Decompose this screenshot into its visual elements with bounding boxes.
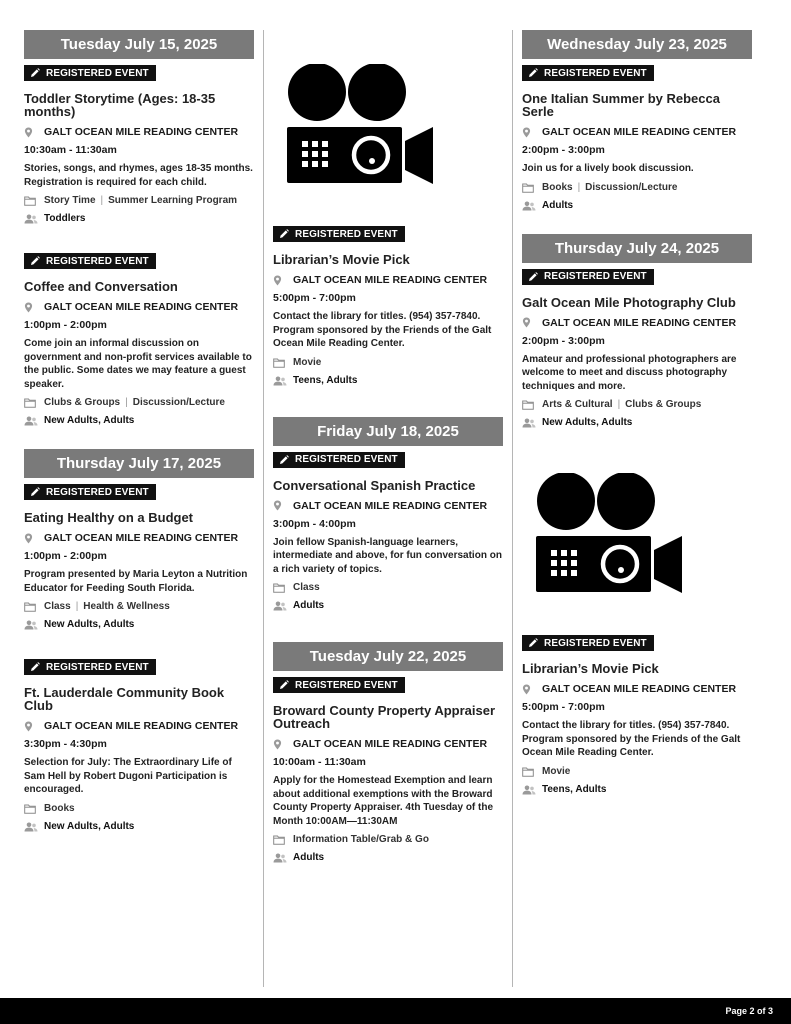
event-time: 3:30pm - 4:30pm xyxy=(24,738,107,750)
pencil-icon xyxy=(528,638,538,648)
event-location: GALT OCEAN MILE READING CENTER xyxy=(293,738,488,750)
event-location: GALT OCEAN MILE READING CENTER xyxy=(542,316,737,329)
event-title[interactable]: Broward County Property Appraiser Outreach xyxy=(273,703,496,731)
folder-icon xyxy=(24,602,36,612)
folder-icon xyxy=(273,358,285,368)
location-pin-icon xyxy=(273,739,282,750)
event-audience: Teens, Adults xyxy=(542,783,607,795)
pencil-icon xyxy=(279,229,289,239)
event-category: Movie xyxy=(542,765,571,777)
column-3 xyxy=(522,30,752,818)
event-time: 1:00pm - 2:00pm xyxy=(24,319,107,331)
event-category: Summer Learning Program xyxy=(108,195,238,206)
registered-event-badge xyxy=(24,253,156,269)
event-audience: Teens, Adults xyxy=(293,374,358,386)
event-description: Selection for July: The Extraordinary Life of Sam Hell by Robert Dugoni Participation is encouraged. xyxy=(24,757,232,795)
day-header: Thursday July 24, 2025 xyxy=(522,234,752,263)
event-category: Discussion/Lecture xyxy=(585,181,678,193)
registered-event-badge xyxy=(273,226,405,242)
event-category: Information Table/Grab & Go xyxy=(293,834,429,845)
badge-label: REGISTERED EVENT xyxy=(295,228,398,240)
event-title[interactable]: Eating Healthy on a Budget xyxy=(24,510,194,525)
location-pin-icon xyxy=(522,127,531,138)
folder-icon xyxy=(24,398,36,408)
registered-event-badge xyxy=(522,635,654,651)
day-header: Wednesday July 23, 2025 xyxy=(522,30,752,59)
event-title[interactable]: Coffee and Conversation xyxy=(24,279,178,294)
location-pin-icon xyxy=(24,127,33,138)
film-camera-icon xyxy=(285,64,435,194)
users-icon xyxy=(522,201,536,211)
event-photography-club: REGISTERED EVENT Galt Ocean Mile Photography Club GALT OCEAN MILE READING CENTER 2:00pm - 3:00pm Amateur and professional photographers are welcome to meet and discuss photography techniques and more. Arts & Cultural | Clubs & Groups New Adults, Adults xyxy=(522,263,752,430)
badge-label: REGISTERED EVENT xyxy=(46,67,149,79)
badge-label: REGISTERED EVENT xyxy=(295,679,398,691)
event-description: Contact the library for titles. (954) 357-7840. Program sponsored by the Friends of the Galt Ocean Mile Reading Center. xyxy=(273,311,492,349)
event-audience: Adults xyxy=(542,199,574,211)
event-description: Amateur and professional photographers are welcome to meet and discuss photography techniques and more. xyxy=(522,353,737,392)
event-location: GALT OCEAN MILE READING CENTER xyxy=(44,720,239,732)
event-book-club xyxy=(24,653,254,833)
event-title[interactable]: One Italian Summer by Rebecca Serle xyxy=(522,91,720,119)
badge-label: REGISTERED EVENT xyxy=(295,454,398,465)
event-title[interactable]: Librarian’s Movie Pick xyxy=(273,252,410,267)
event-location: GALT OCEAN MILE READING CENTER xyxy=(293,499,488,512)
event-time: 10:30am - 11:30am xyxy=(24,144,117,156)
film-camera-icon xyxy=(534,473,684,603)
event-audience: New Adults, Adults xyxy=(44,820,135,832)
pencil-icon xyxy=(279,455,289,465)
badge-label: REGISTERED EVENT xyxy=(46,255,149,267)
column-divider-right xyxy=(512,30,513,987)
event-location: GALT OCEAN MILE READING CENTER xyxy=(542,126,737,138)
event-title[interactable]: Ft. Lauderdale Community Book Club xyxy=(24,685,225,713)
event-audience: New Adults, Adults xyxy=(44,415,135,426)
event-time: 2:00pm - 3:00pm xyxy=(522,334,605,347)
badge-label: REGISTERED EVENT xyxy=(46,661,149,673)
event-audience: New Adults, Adults xyxy=(44,619,135,630)
day-header: Tuesday July 22, 2025 xyxy=(273,642,503,671)
registered-event-badge xyxy=(273,452,405,468)
event-category: Class xyxy=(293,582,320,593)
event-category: Discussion/Lecture xyxy=(132,397,225,408)
event-time: 10:00am - 11:30am xyxy=(273,756,366,768)
event-librarians-movie-pick xyxy=(273,64,503,387)
event-category: Clubs & Groups xyxy=(44,397,121,408)
users-icon xyxy=(273,853,287,863)
event-category: Movie xyxy=(293,356,322,368)
event-time: 1:00pm - 2:00pm xyxy=(24,550,107,562)
location-pin-icon xyxy=(24,302,33,313)
event-spanish-practice xyxy=(273,446,503,613)
page-number: Page 2 of 3 xyxy=(725,1006,773,1016)
event-audience: Adults xyxy=(293,600,325,611)
event-time: 3:00pm - 4:00pm xyxy=(273,517,356,530)
registered-event-badge xyxy=(522,65,654,81)
event-location: GALT OCEAN MILE READING CENTER xyxy=(293,274,488,286)
event-description: Apply for the Homestead Exemption and learn about additional exemptions with the Broward County Property Appraiser. 4th Tuesday of the Month 10:00AM—11:30AM xyxy=(273,775,494,827)
event-eating-healthy: REGISTERED EVENT Eating Healthy on a Budget GALT OCEAN MILE READING CENTER 1:00pm - 2:00pm Program presented by Maria Leyton a Nutrition Educator for Feeding South Florida. Class | Health & Wellness New Adults, Adults xyxy=(24,478,254,631)
event-category: Clubs & Groups xyxy=(625,399,702,410)
registered-event-badge xyxy=(24,484,156,500)
badge-label: REGISTERED EVENT xyxy=(544,67,647,79)
event-category: Books xyxy=(542,181,573,193)
folder-icon xyxy=(24,804,36,814)
day-header: Friday July 18, 2025 xyxy=(273,417,503,446)
event-audience: Toddlers xyxy=(44,213,86,224)
event-location: GALT OCEAN MILE READING CENTER xyxy=(542,683,737,695)
folder-icon xyxy=(273,583,285,593)
pencil-icon xyxy=(30,256,40,266)
event-time: 5:00pm - 7:00pm xyxy=(522,701,605,713)
pencil-icon xyxy=(279,680,289,690)
folder-icon xyxy=(522,400,534,410)
users-icon xyxy=(273,601,287,611)
event-librarians-movie-pick xyxy=(522,473,752,796)
event-category: Arts & Cultural xyxy=(542,399,613,410)
badge-label: REGISTERED EVENT xyxy=(544,637,647,649)
pencil-icon xyxy=(528,272,538,282)
registered-event-badge xyxy=(522,269,654,285)
column-1 xyxy=(24,30,254,855)
users-icon xyxy=(24,214,38,224)
event-description: Contact the library for titles. (954) 357-7840. Program sponsored by the Friends of the Galt Ocean Mile Reading Center. xyxy=(522,720,741,758)
page-footer xyxy=(0,998,791,1024)
pencil-icon xyxy=(30,487,40,497)
location-pin-icon xyxy=(273,500,282,511)
event-audience: New Adults, Adults xyxy=(542,417,633,428)
event-location: GALT OCEAN MILE READING CENTER xyxy=(44,532,239,544)
event-time: 5:00pm - 7:00pm xyxy=(273,292,356,304)
event-title[interactable]: Toddler Storytime (Ages: 18-35 months) xyxy=(24,91,216,119)
event-description: Program presented by Maria Leyton a Nutrition Educator for Feeding South Florida. xyxy=(24,569,248,594)
event-description: Come join an informal discussion on government and non-profit services available to the public. Some dates we may feature a guest speaker. xyxy=(24,338,252,390)
users-icon xyxy=(24,822,38,832)
users-icon xyxy=(273,376,287,386)
event-description: Join fellow Spanish-language learners, intermediate and above, for fun conversation on a rich variety of topics. xyxy=(273,536,502,575)
folder-icon xyxy=(24,196,36,206)
pencil-icon xyxy=(30,68,40,78)
event-category: Story Time xyxy=(44,195,96,206)
registered-event-badge xyxy=(24,659,156,675)
location-pin-icon xyxy=(522,684,531,695)
event-title[interactable]: Galt Ocean Mile Photography Club xyxy=(522,294,736,310)
event-property-appraiser xyxy=(273,671,503,864)
event-title[interactable]: Librarian’s Movie Pick xyxy=(522,661,659,676)
users-icon xyxy=(522,785,536,795)
pencil-icon xyxy=(30,662,40,672)
event-location: GALT OCEAN MILE READING CENTER xyxy=(44,301,239,313)
event-coffee-and-conversation: REGISTERED EVENT Coffee and Conversation GALT OCEAN MILE READING CENTER 1:00pm - 2:00pm Come join an informal discussion on government and non-profit services available to the public. Some dates we may feature a guest speaker. Clubs & Groups | Discussion/Lecture New Adults, Adults xyxy=(24,247,254,427)
event-category: Books xyxy=(44,802,75,814)
badge-label: REGISTERED EVENT xyxy=(46,486,149,498)
folder-icon xyxy=(522,767,534,777)
registered-event-badge xyxy=(24,65,156,81)
folder-icon xyxy=(522,183,534,193)
event-toddler-storytime: REGISTERED EVENT Toddler Storytime (Ages: 18-35 months) GALT OCEAN MILE READING CENTER 10:30am - 11:30am Stories, songs, and rhymes, ages 18-35 months. Registration is required for each child. Story Time | Summer Learning Program Toddlers xyxy=(24,59,254,225)
users-icon xyxy=(24,416,38,426)
registered-event-badge xyxy=(273,677,405,693)
location-pin-icon xyxy=(24,533,33,544)
folder-icon xyxy=(273,835,285,845)
column-divider-left xyxy=(263,30,264,987)
event-category: Class xyxy=(44,601,71,612)
day-header: Thursday July 17, 2025 xyxy=(24,449,254,478)
day-header: Tuesday July 15, 2025 xyxy=(24,30,254,59)
event-description: Join us for a lively book discussion. xyxy=(522,163,694,174)
column-2 xyxy=(273,30,503,886)
event-audience: Adults xyxy=(293,852,325,863)
badge-label: REGISTERED EVENT xyxy=(544,271,647,282)
users-icon xyxy=(522,418,536,428)
event-description: Stories, songs, and rhymes, ages 18-35 months. Registration is required for each child. xyxy=(24,163,253,188)
pencil-icon xyxy=(528,68,538,78)
location-pin-icon xyxy=(273,275,282,286)
users-icon xyxy=(24,620,38,630)
event-time: 2:00pm - 3:00pm xyxy=(522,144,605,156)
location-pin-icon xyxy=(24,721,33,732)
location-pin-icon xyxy=(522,317,531,328)
event-category: Health & Wellness xyxy=(83,601,170,612)
event-title[interactable]: Conversational Spanish Practice xyxy=(273,477,476,493)
event-location: GALT OCEAN MILE READING CENTER xyxy=(44,126,239,138)
event-one-italian-summer: REGISTERED EVENT One Italian Summer by Rebecca Serle GALT OCEAN MILE READING CENTER 2:00pm - 3:00pm Join us for a lively book discussion. Books | Discussion/Lecture Adults xyxy=(522,59,752,212)
